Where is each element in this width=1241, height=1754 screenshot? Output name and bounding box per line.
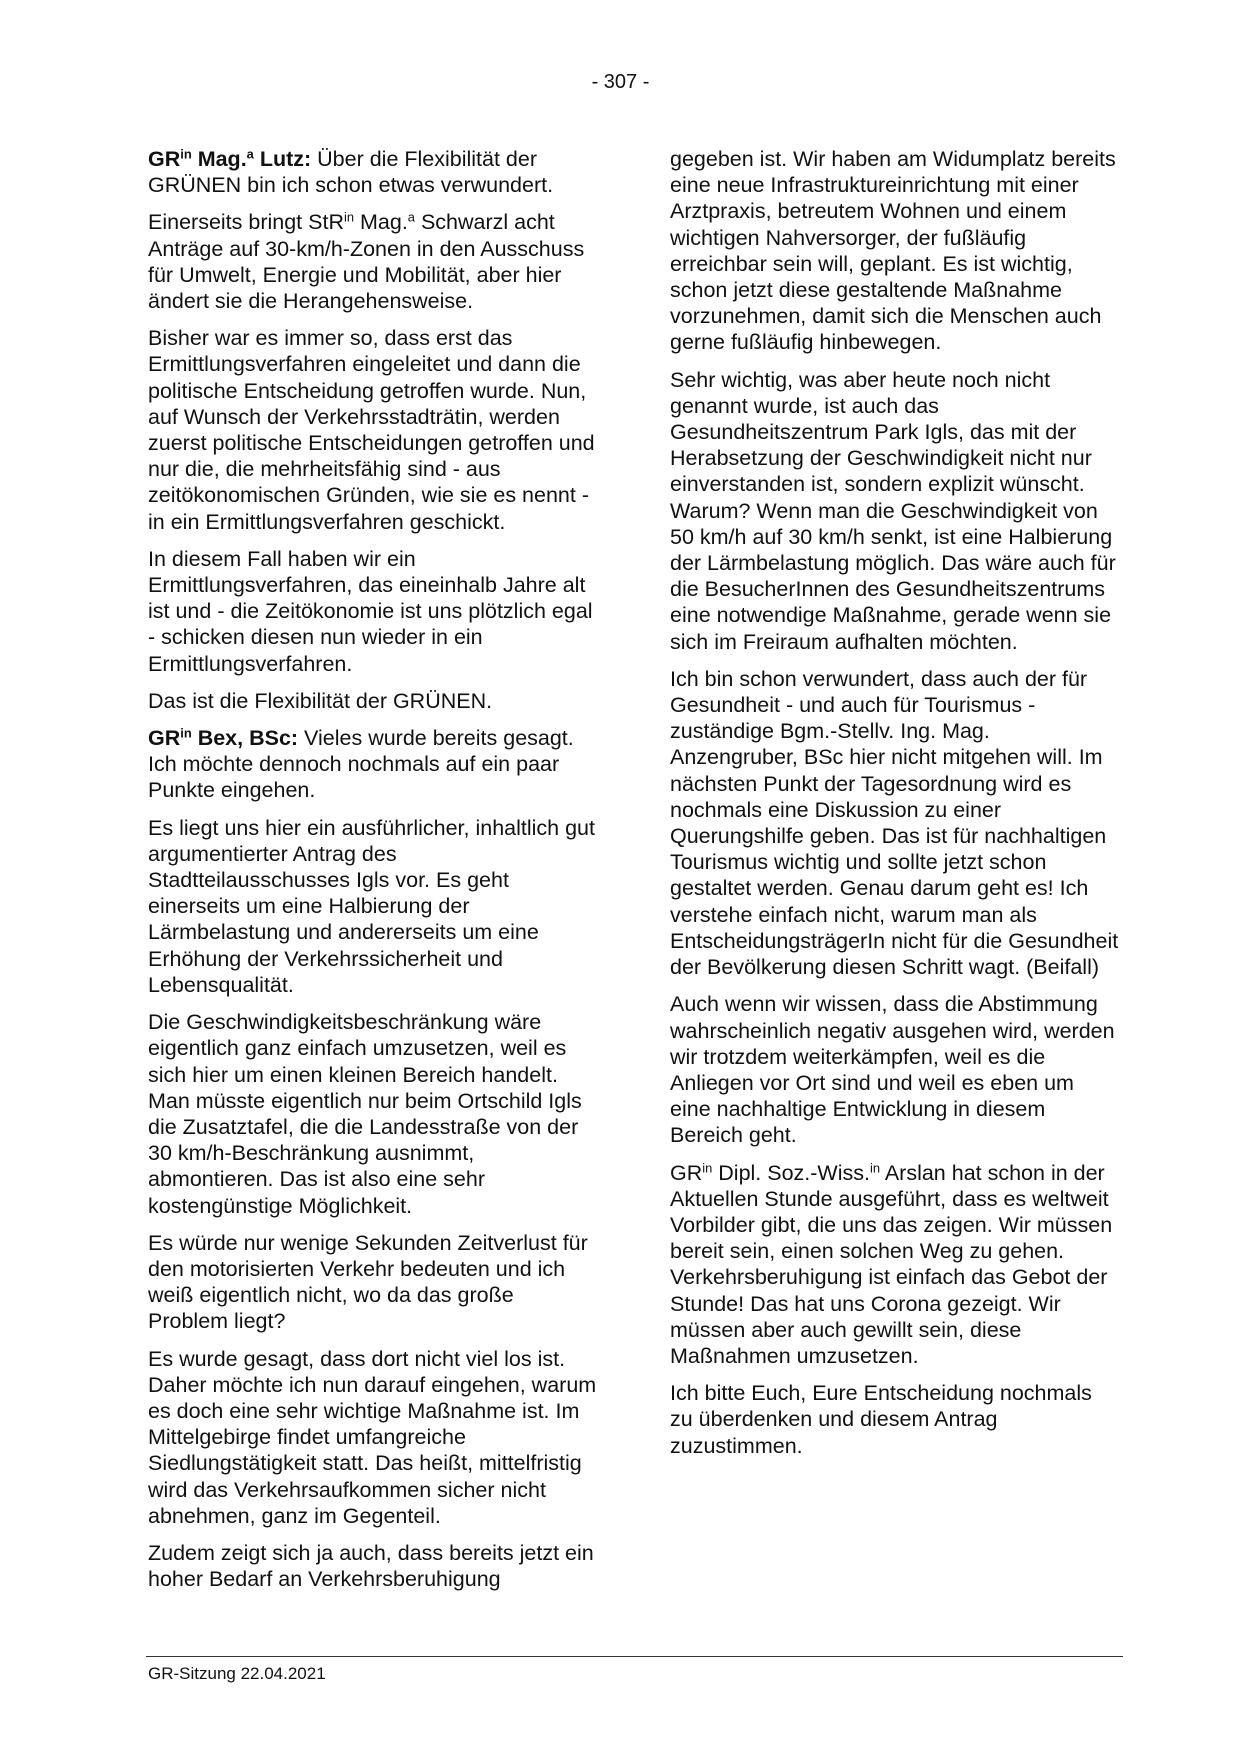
paragraph: In diesem Fall haben wir ein Ermittlungsverfahren, das eineinhalb Jahre alt ist und - die Zeitökonomie ist uns plötzlich egal - schicken diesen nun wieder in ein Ermittlungsverfahren. [148,546,593,676]
footer-divider [146,1656,1123,1657]
paragraph: Das ist die Flexibilität der GRÜNEN. [148,688,493,713]
paragraph: Die Geschwindigkeitsbeschränkung wäre eigentlich ganz einfach umzusetzen, weil es sich hier um einen kleinen Bereich handelt. Man müsste eigentlich nur beim Ortschild Igls die Zusatztafel, die die Landesstraße von der 30 km/h-Beschränkung ausnimmt, abmontieren. Das ist also eine sehr kostengünstige Möglichkeit. [148,1010,582,1218]
paragraph: Es würde nur wenige Sekunden Zeitverlust für den motorisierten Verkehr bedeuten und ich weiß eigentlich nicht, wo da das große Problem liegt? [148,1230,588,1334]
paragraph: Es wurde gesagt, dass dort nicht viel los ist. Daher möchte ich nun darauf eingehen, warum es doch eine sehr wichtige Maßnahme ist. Im Mittelgebirge findet umfangreiche Siedlungstätigkeit statt. Das heißt, mittelfristig wird das Verkehrsaufkommen sicher nicht abnehmen, ganz im Gegenteil. [148,1346,597,1528]
paragraph: Sehr wichtig, was aber heute noch nicht genannt wurde, ist auch das Gesundheitszentrum Park Igls, das mit der Herabsetzung der Geschwindigkeit nicht nur einverstanden ist, sondern explizit wünscht. Warum? Wenn man die Geschwindigkeit von 50 km/h auf 30 km/h senkt, ist eine Halbierung der Lärmbelastung möglich. Das wäre auch für die BesucherInnen des Gesundheitszentrums eine notwendige Maßnahme, gerade wenn sie sich im Freiraum aufhalten möchten. [670,367,1116,654]
paragraph: Auch wenn wir wissen, dass die Abstimmung wahrscheinlich negativ ausgehen wird, werden wir trotzdem weiterkämpfen, weil es die Anliegen vor Ort sind und weil es eben um eine nachhaltige Entwicklung in diesem Bereich geht. [670,992,1115,1148]
paragraph: $GR^{in}$ Dipl. Soz.-Wiss.$^{in}$ Arslan hat schon in der Aktuellen Stunde ausgeführt, dass es weltweit Vorbilder gibt, die uns das zeigen. Wir müssen bereit sein, einen solchen Weg zu gehen. Verkehrsberuhigung ist einfach das Gebot der Stunde! Das hat uns Corona gezeigt. Wir müssen aber auch gewillt sein, diese Maßnahmen umzusetzen. [670,1159,1113,1368]
speech-bex [148,725,598,804]
paragraph: Es liegt uns hier ein ausführlicher, inhaltlich gut argumentierter Antrag des Stadtteilausschusses Igls vor. Es geht einerseits um eine Halbierung der Lärmbelastung und andererseits um eine Erhöhung der Verkehrssicherheit und Lebensqualität. [148,815,595,997]
speaker-name: $GR^{in}$ Bex, BSc: [148,725,299,751]
paragraph: Zudem zeigt sich ja auch, dass bereits jetzt ein hoher Bedarf an Verkehrsberuhigung [148,1540,594,1592]
paragraph: Ich bitte Euch, Eure Entscheidung nochmals zu überdenken und diesem Antrag zuzustimmen. [670,1381,1092,1458]
paragraph: gegeben ist. Wir haben am Widumplatz bereits eine neue Infrastruktureinrichtung mit einer Arztpraxis, betreutem Wohnen und einem wichtigen Nahversorger, der fußläufig erreichbar sein will, geplant. Es ist wichtig, schon jetzt diese gestaltende Maßnahme vorzunehmen, damit sich die Menschen auch gerne fußläufig hinbewegen. [670,147,1116,355]
right-column [670,146,1120,1470]
speaker-name: $GR^{in}$ Mag.$^a$ Lutz: [148,146,312,171]
paragraph: Einerseits bringt StR$^{in}$ Mag.$^a$ Schwarzl acht Anträge auf 30-km/h-Zonen in den Ausschuss für Umwelt, Energie und Mobilität, aber hier ändert sie die Herangehensweise. [148,209,585,314]
paragraph: Bisher war es immer so, dass erst das Ermittlungsverfahren eingeleitet und dann die politische Entscheidung getroffen wurde. Nun, auf Wunsch der Verkehrsstadträtin, werden zuerst politische Entscheidungen getroffen und nur die, die mehrheitsfähig sind - aus zeitökonomischen Gründen, wie sie es nennt - in ein Ermittlungsverfahren geschickt. [148,326,595,534]
footer-session-label: GR-Sitzung 22.04.2021 [148,1664,326,1683]
speech-text: Über die Flexibilität der GRÜNEN bin ich schon etwas verwundert. [148,147,554,198]
left-column [148,146,598,1603]
paragraph: Ich bin schon verwundert, dass auch der für Gesundheit - und auch für Tourismus - zuständige Bgm.-Stellv. Ing. Mag. Anzengruber, BSc hier nicht mitgehen will. Im nächsten Punkt der Tagesordnung wird es nochmals eine Diskussion zu einer Querungshilfe geben. Das ist für nachhaltigen Tourismus wichtig und sollte jetzt schon gestaltet werden. Genau darum geht es! Ich verstehe einfach nicht, warum man als EntscheidungsträgerIn nicht für die Gesundheit der Bevölkerung diesen Schritt wagt. (Beifall) [670,666,1119,980]
speech-lutz [148,146,598,198]
page-number: - 307 - [591,71,650,93]
speech-text: Vieles wurde bereits gesagt. Ich möchte dennoch nochmals auf ein paar Punkte eingehen. [148,726,574,803]
